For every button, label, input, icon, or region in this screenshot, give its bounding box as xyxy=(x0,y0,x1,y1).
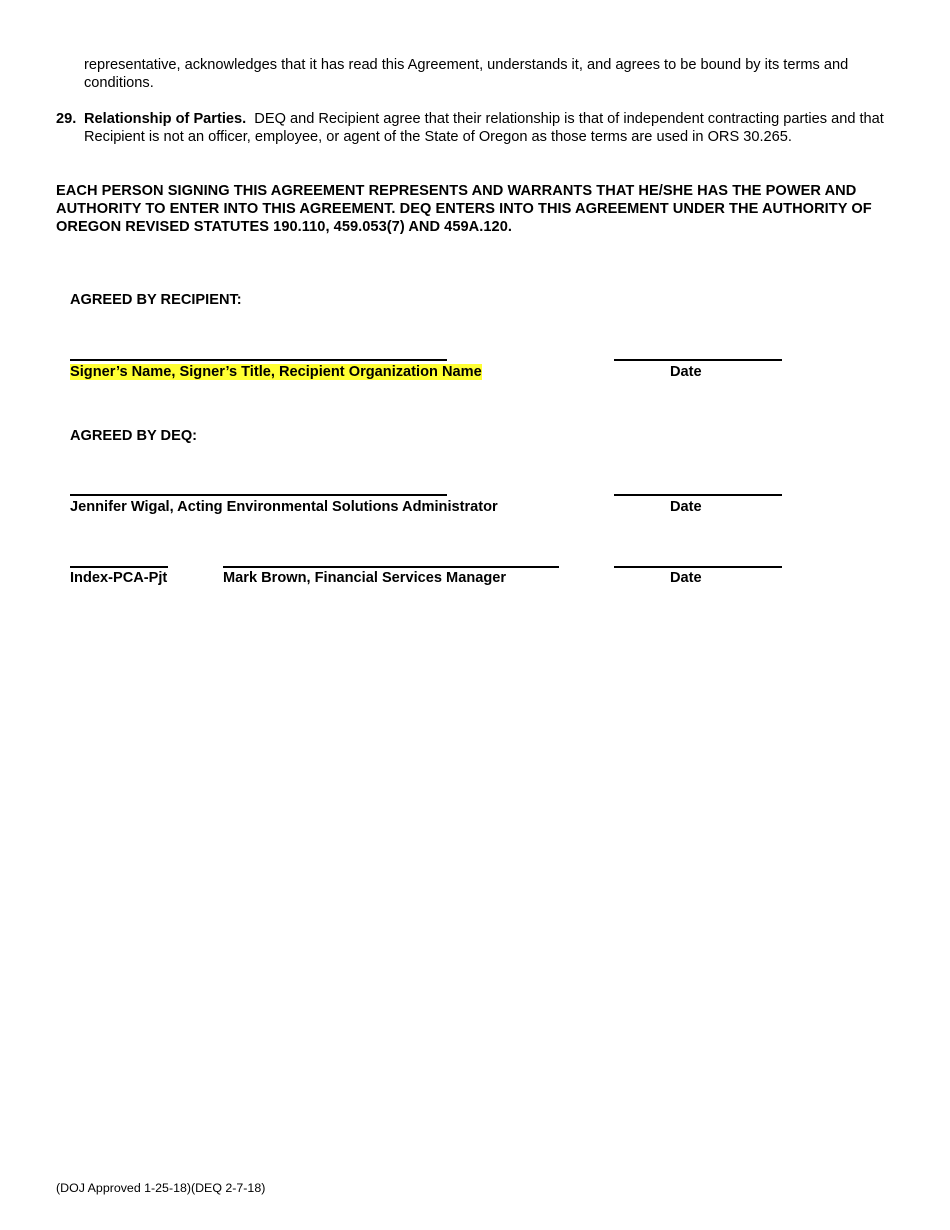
recipient-heading: AGREED BY RECIPIENT: xyxy=(70,292,242,308)
deq-date-line[interactable] xyxy=(614,494,782,496)
page-footer: (DOJ Approved 1-25-18)(DEQ 2-7-18) xyxy=(56,1181,266,1195)
recipient-date-label: Date xyxy=(670,364,702,380)
finance-date-line[interactable] xyxy=(614,566,782,568)
recipient-date-line[interactable] xyxy=(614,359,782,361)
section-29-body: DEQ and Recipient agree that their relationship is that of independent contracting parties and that Recipient is not an officer, employee, or agent of the State of Oregon as those terms are used in ORS 30.265. xyxy=(84,111,884,145)
deq-heading: AGREED BY DEQ: xyxy=(70,428,198,444)
index-pca-pjt-line[interactable] xyxy=(70,566,168,568)
finance-signature-line[interactable] xyxy=(223,566,559,568)
recipient-signer-highlight: Signer’s Name, Signer’s Title, Recipient Organization Name xyxy=(70,364,482,380)
deq-date-label: Date xyxy=(670,499,702,515)
continuation-paragraph: representative, acknowledges that it has read this Agreement, understands it, and agrees to be bound by its terms and conditions. xyxy=(84,57,849,91)
deq-signer-label: Jennifer Wigal, Acting Environmental Solutions Administrator xyxy=(70,499,498,515)
recipient-signer-label xyxy=(70,363,482,381)
finance-signer-label: Mark Brown, Financial Services Manager xyxy=(223,570,507,586)
section-29-paragraph xyxy=(84,110,898,146)
recipient-signature-line[interactable] xyxy=(70,359,447,361)
section-29-number: 29. xyxy=(56,111,77,127)
authority-notice: EACH PERSON SIGNING THIS AGREEMENT REPRESENTS AND WARRANTS THAT HE/SHE HAS THE POWER AND AUTHORITY TO ENTER INTO THIS AGREEMENT. DEQ ENTERS INTO THIS AGREEMENT UNDER THE AUTHORITY OF OREGON REVISED STATUTES 190.110, 459.053(7) AND 459A.120. xyxy=(56,183,872,235)
finance-date-label: Date xyxy=(670,570,702,586)
section-29-title: Relationship of Parties. xyxy=(84,111,247,127)
index-pca-pjt-label: Index-PCA-Pjt xyxy=(70,570,168,586)
deq-signature-line[interactable] xyxy=(70,494,447,496)
